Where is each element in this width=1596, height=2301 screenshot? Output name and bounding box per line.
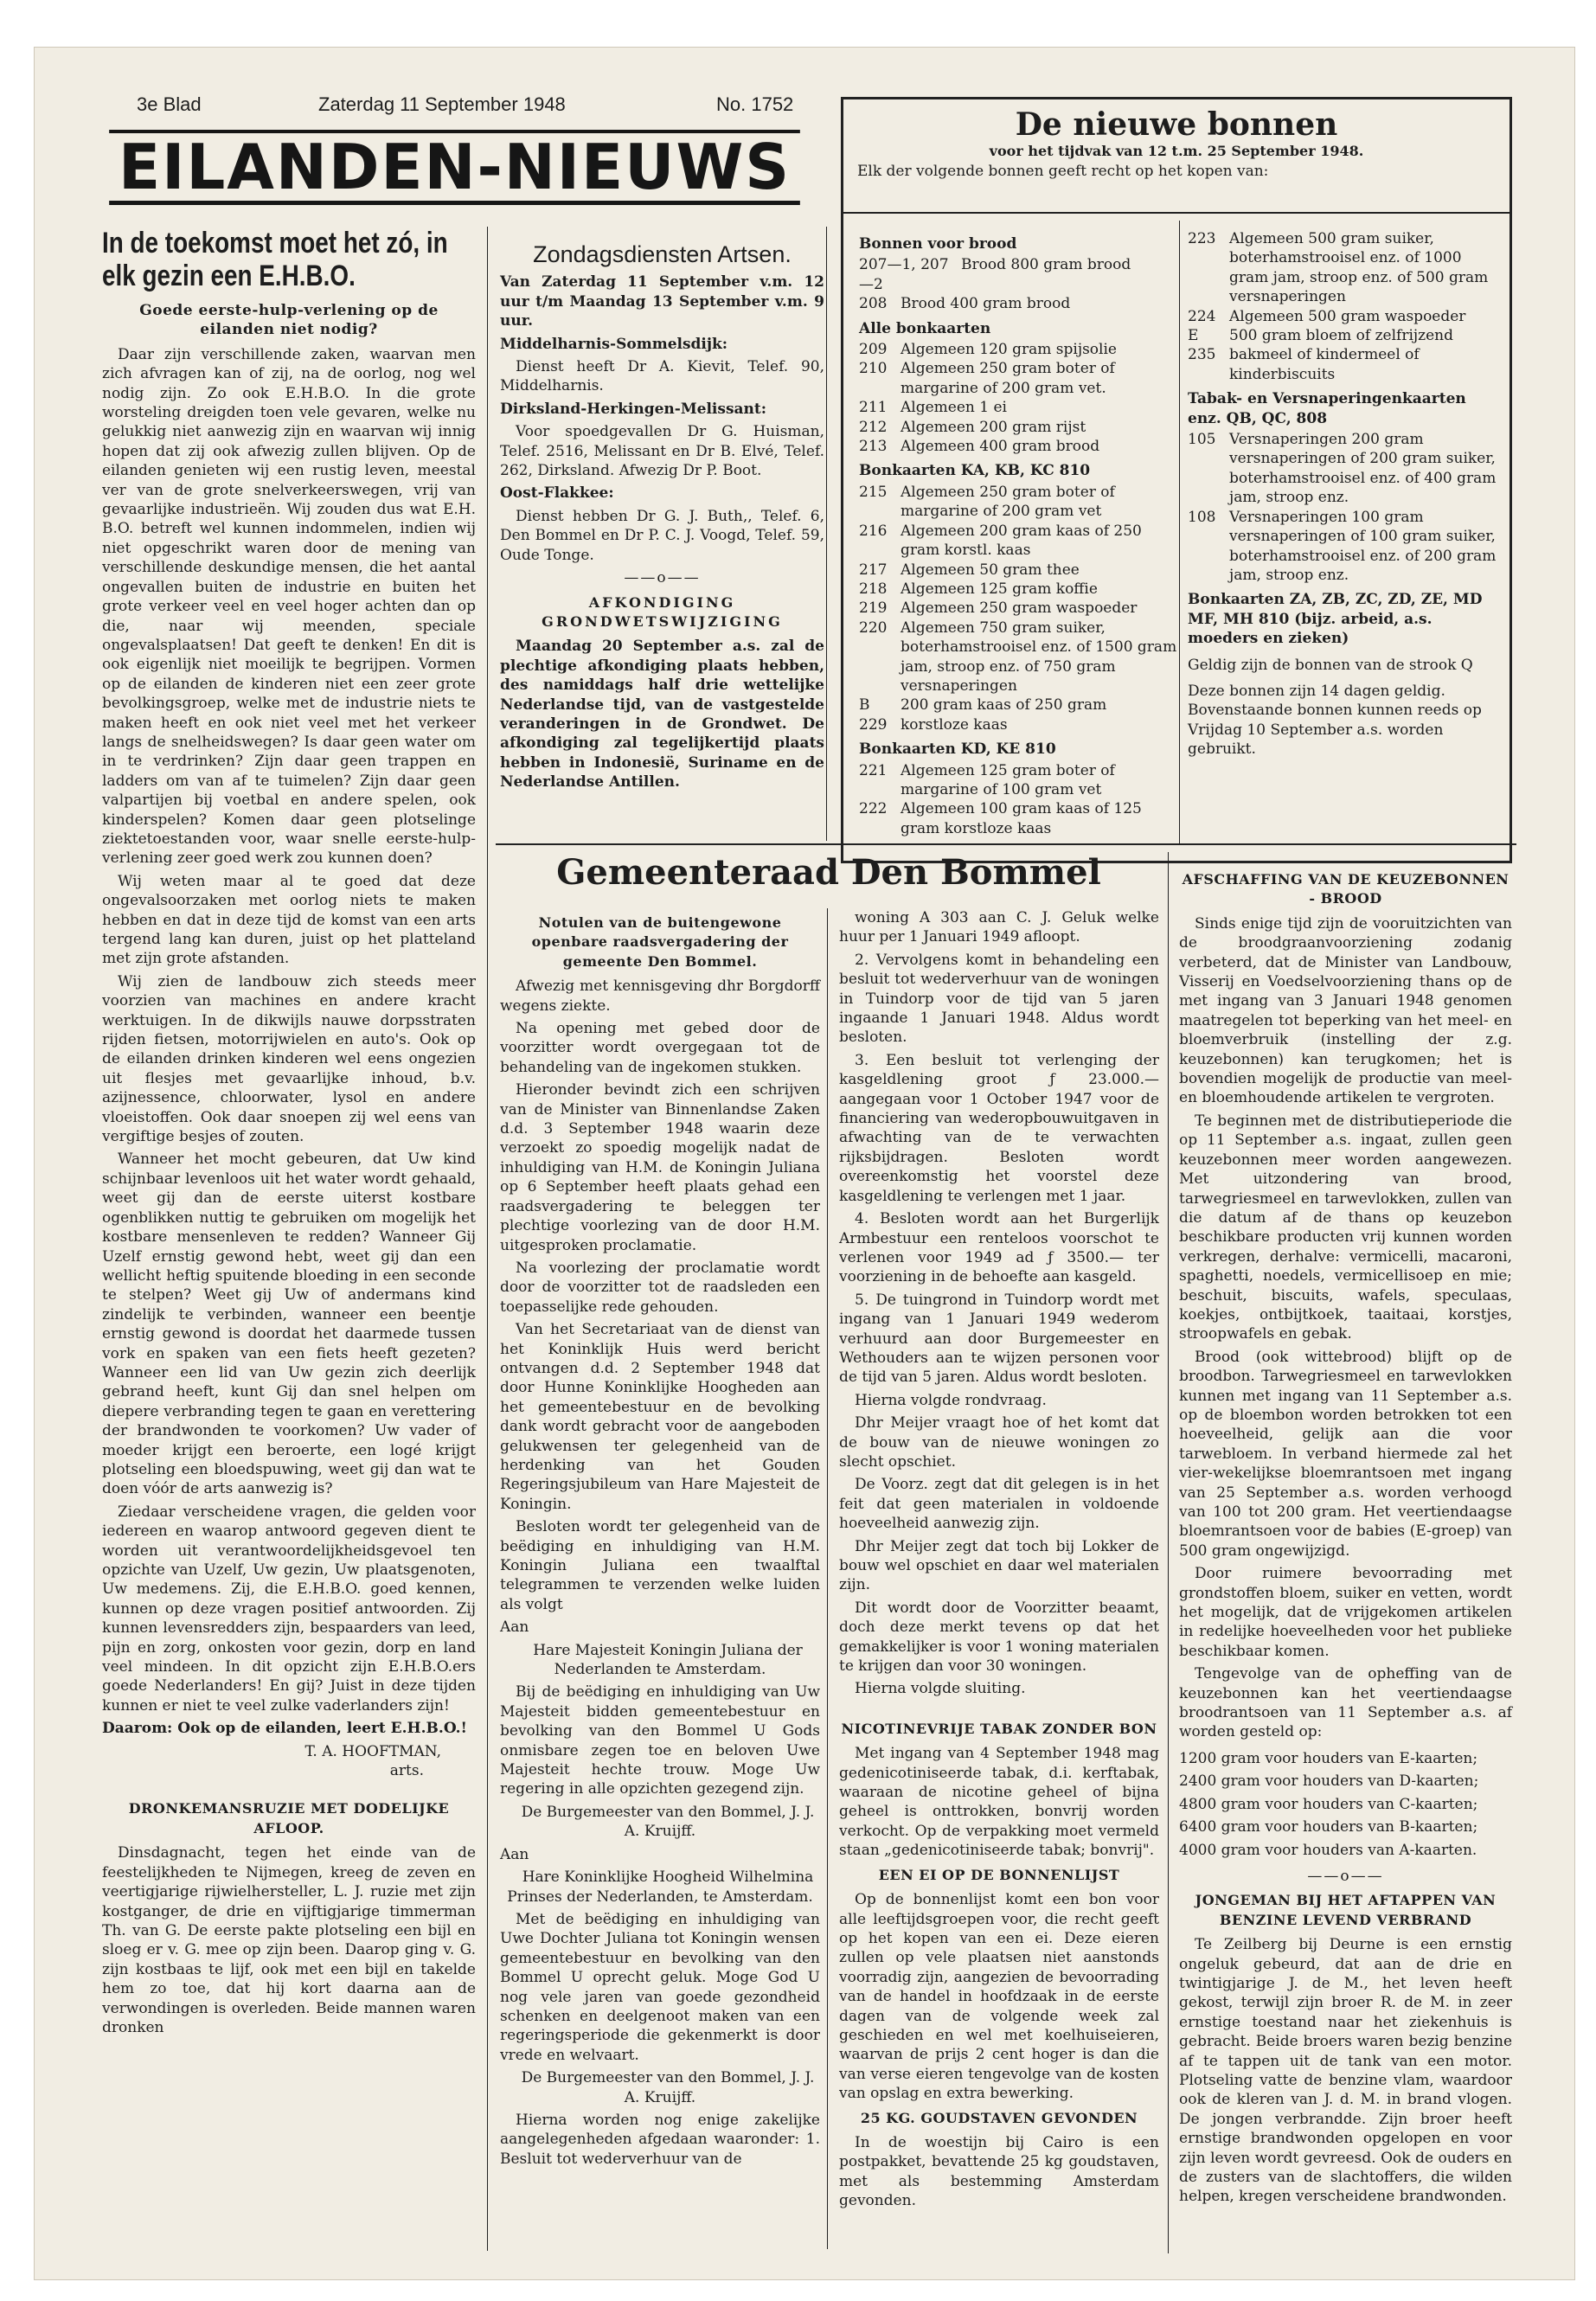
bon-description: Versnaperingen 100 gram versnaperingen of 100 gram suiker, boterhamstrooisel enz. of 200 gram jam, stroop enz.: [1229, 508, 1497, 584]
ration-line: 2400 gram voor houders van D-kaarten;: [1179, 1772, 1479, 1791]
bon-row: [1188, 229, 1499, 307]
bon-number: 211: [859, 399, 888, 417]
bon-number: 215: [859, 483, 888, 501]
artsen-text-1: Dienst heeft Dr A. Kievit, Telef. 90, Middelharnis.: [500, 358, 824, 395]
bon-number: 216: [859, 522, 888, 540]
ehbo-signature-role: arts.: [389, 1762, 424, 1780]
bon-row: [1188, 326, 1499, 384]
bon-row: [859, 799, 1179, 838]
bonnen-intro: Elk der volgende bonnen geeft recht op het kopen van:: [857, 163, 1269, 180]
bon-row: [859, 695, 1179, 734]
bon-group-heading: Alle bonkaarten: [859, 319, 991, 337]
bon-number: E 235: [1188, 327, 1216, 364]
bon-description: Algemeen 50 gram thee: [901, 561, 1080, 579]
keuzebonnen-title: AFSCHAFFING VAN DE KEUZEBONNEN - BROOD: [1182, 871, 1509, 907]
issue-date: Zaterdag 11 September 1948: [318, 93, 566, 115]
ei-title: EEN EI OP DE BONNENLIJST: [878, 1866, 1120, 1883]
artsen-loc-2: Dirksland-Herkingen-Melissant:: [500, 400, 767, 418]
bon-row: [859, 619, 1179, 696]
benzine-title: JONGEMAN BIJ HET AFTAPPEN VAN BENZINE LEVEND VERBRAND: [1195, 1892, 1497, 1928]
keuzebonnen-paragraph: Te beginnen met de distributieperiode die op 11 September a.s. ingaat, zullen geen keuzebonnen meer worden aangewezen. Met uitzondering van brood, tarwegriesmeel en tarwevlokken, zullen van die datum af de thans op keuzebon beschikbare producten vrij kunnen worden verkregen, derhalve: vermicelli, macaroni, spaghetti, noedels, vermicellisoep en mie; beschuit, biscuits, wafels, speculaas, koekjes, ontbijtkoek, taaitaai, korstjes, stroopwafels en gebak.: [1179, 1112, 1512, 1343]
bon-description: Algemeen 200 gram kaas of 250 gram korstl. kaas: [901, 522, 1142, 560]
bon-row: [859, 294, 1179, 313]
ehbo-closing: Daarom: Ook op de eilanden, leert E.H.B.O.!: [102, 1720, 468, 1738]
bon-description: Algemeen 750 gram suiker, boterhamstrooisel enz. of 1500 gram jam, stroop enz. of 750 gram versnaperingen: [901, 619, 1177, 695]
notulen-paragraph: Dhr Meijer zegt dat toch bij Lokker de bouw wel opschiet en daar wel materialen zijn.: [839, 1537, 1159, 1594]
bon-row: [859, 359, 1179, 398]
tel2-aan: Aan: [500, 1845, 529, 1863]
bon-description: Algemeen 250 gram waspoeder: [901, 599, 1138, 618]
notulen-paragraph: Hieronder bevindt zich een schrijven van de Minister van Binnenlandse Zaken d.d. 3 September 1948 waarin deze verzoekt zo spoedig mogelijk nadat de inhuldiging van H.M. de Koningin Juliana op 6 September heeft plaats gehad een raadsvergadering te beleggen ter plechtige voorlezing van de door H.M. uitgesproken proclamatie.: [500, 1081, 820, 1254]
bonnen-title: De nieuwe bonnen: [1015, 106, 1338, 143]
bon-number: 221: [859, 761, 888, 779]
bon-number: 222: [859, 800, 888, 818]
notulen-paragraph: 2. Vervolgens komt in behandeling een besluit tot wederverhuur van de woningen in Tuindorp voor de tijd van 5 jaren ingaande 1 Januari 1948. Aldus wordt besloten.: [839, 951, 1159, 1047]
gemeenteraad-tail: Hierna worden nog enige zakelijke aangelegenheden afgedaan waaronder: 1. Besluit tot wederverhuur van de: [500, 2111, 820, 2168]
goud-title: 25 KG. GOUDSTAVEN GEVONDEN: [860, 2109, 1138, 2126]
bon-group-heading: Bonkaarten ZA, ZB, ZC, ZD, ZE, MD MF, MH 810 (bijz. arbeid, a.s. moeders en zieken): [1188, 591, 1483, 648]
notulen-paragraph: Dit wordt door de Voorzitter beaamt, doch deze merkt tevens op dat het gemakkelijker is voor 1 woning materialen te krijgen dan voor 30 woningen.: [839, 1599, 1159, 1676]
bon-description: Algemeen 250 gram boter of margarine of 200 gram vet: [901, 483, 1115, 521]
bon-description: Algemeen 250 gram boter of margarine of 200 gram vet.: [901, 360, 1115, 397]
bon-row: [859, 761, 1179, 800]
notulen-paragraph: Hierna volgde rondvraag.: [855, 1391, 1047, 1409]
ehbo-paragraph: Wij weten maar al te goed dat deze ongevalsoorzaken met oorlog niets te maken hebben en dat in deze tijd de komst van een arts tergend lang kan duren, juist op het platteland met zijn grote afstanden.: [102, 872, 476, 968]
notulen-paragraph: 3. Een besluit tot verlenging der kasgeldlening groot ƒ 23.000.— aangegaan voor 1 October 1947 voor de financiering van wederopbouwuitgaven in afwachting van de te verwachten rijksbijdragen. Besloten wordt overeenkomstig het voorstel deze kasgeldlening te verlengen met 1 jaar.: [839, 1051, 1159, 1205]
bon-number: 220: [859, 619, 888, 637]
bon-group-heading: Tabak- en Versnaperingenkaarten enz. QB, QC, 808: [1188, 390, 1466, 427]
bon-description: Versnaperingen 200 gram versnaperingen of 200 gram suiker, boterhamstrooisel enz. of 400 gram jam, stroop enz.: [1229, 431, 1497, 507]
notulen-paragraph: Dhr Meijer vraagt hoe of het komt dat de bouw van de nieuwe woningen zo slecht opschiet.: [839, 1414, 1159, 1471]
bon-description: Brood 800 gram brood: [961, 256, 1131, 274]
bon-row: [859, 522, 1179, 561]
dronkemans-title: DRONKEMANSRUZIE MET DODELIJKE AFLOOP.: [128, 1800, 450, 1836]
column-ehbo: [102, 227, 476, 2041]
bon-description: Algemeen 500 gram waspoeder: [1229, 307, 1466, 325]
artsen-text-3: Dienst hebben Dr G. J. Buth,, Telef. 6, Den Bommel en Dr P. C. J. Voogd, Telef. 59, Oude Tonge.: [500, 507, 824, 564]
bon-description: Algemeen 200 gram rijst: [901, 418, 1086, 436]
keuzebonnen-paragraph: Tengevolge van de opheffing van de keuzebonnen kan het veertiendaagse broodrantsoen van 11 September a.s. af worden gesteld op:: [1179, 1665, 1512, 1741]
notulen-paragraph: Na opening met gebed door de voorzitter wordt overgegaan tot de behandeling van de ingekomen stukken.: [500, 1020, 820, 1076]
bon-description: Algemeen 125 gram boter of margarine of 100 gram vet: [901, 761, 1115, 798]
bon-description: Algemeen 125 gram koffie: [901, 580, 1098, 598]
bonnen-box: [841, 97, 1512, 863]
tel1-aan: Aan: [500, 1618, 529, 1637]
goud-body: In de woestijn bij Cairo is een postpakket, bevattende 25 kg goudstaven, met als bestemming Amsterdam gevonden.: [839, 2133, 1159, 2210]
bon-row: [859, 437, 1179, 456]
ration-line: 4000 gram voor houders van A-kaarten.: [1179, 1841, 1477, 1859]
bon-description: Algemeen 100 gram kaas of 125 gram korstloze kaas: [901, 800, 1142, 837]
afkondiging-title: AFKONDIGING GRONDWETSWIJZIGING: [542, 593, 783, 630]
gemeenteraad-title: Gemeenteraad Den Bommel: [556, 852, 1101, 893]
keuzebonnen-paragraph: Sinds enige tijd zijn de vooruitzichten van de broodgraanvoorziening zodanig verbeterd, dat de Minister van Landbouw, Visserij en Voedselvoorziening thans op de met ingang van 3 Januari 1948 genomen maatregelen tot beperking van het meel- en bloemverbruik (instelling der z.g. keuzebonnen) kan terugkomen; het is bovendien mogelijk de productie van meel- en bloemhoudende artikelen te vergroten.: [1179, 914, 1512, 1107]
ehbo-paragraph: Ziedaar verscheidene vragen, die gelden voor iedereen en waarop antwoord gegeven dient te worden uit verantwoordelijkheidsgevoel ten opzichte van Uzelf, Uw gezin, Uw plaatsgenoten, Uw medemens. Zij, die E.H.B.O. goed kennen, kunnen op deze vragen positief antwoorden. Zij kunnen levensredders zijn, bespaarders van leed, pijn en zorg, onkosten voor gezin, dorp en land veel mindeen. In dit opzicht zijn E.H.B.O.ers goede Nederlanders! En gij? Juist in deze tijden kunnen er niet te veel zulke vaderlanders zijn!: [102, 1503, 476, 1715]
bon-group-heading: Bonkaarten KA, KB, KC 810: [859, 462, 1091, 480]
bon-description: Algemeen 400 gram brood: [901, 438, 1100, 456]
bon-description: 200 gram kaas of 250 gram korstloze kaas: [901, 696, 1107, 734]
notulen-paragraph: Van het Secretariaat van de dienst van het Koninklijk Huis werd bericht ontvangen d.d. 2 September 1948 dat door Hunne Koninklijke Hoogheden aan het gemeentebestuur en de bevolking dank wordt gebracht voor de aangeboden gelukwensen ter gelegenheid van de herdenking van het Gouden Regeringsjubileum van Hare Majesteit de Koningin.: [500, 1321, 820, 1513]
ehbo-body: [102, 345, 476, 1715]
tel2-address: Hare Koninklijke Hoogheid Wilhelmina Prinses der Nederlanden, te Amsterdam.: [507, 1868, 814, 1906]
bon-number: 223: [1188, 230, 1216, 247]
bon-description: Algemeen 1 ei: [901, 399, 1007, 417]
bon-note: Deze bonnen zijn 14 dagen geldig. Bovenstaande bonnen kunnen reeds op Vrijdag 10 September a.s. worden gebruikt.: [1188, 682, 1482, 759]
bon-row: [1188, 307, 1499, 326]
artsen-text-2: Voor spoedgevallen Dr G. Huisman, Telef. 2516, Melissant en Dr B. Elvé, Telef. 262, Dirksland. Afwezig Dr P. Boot.: [500, 423, 824, 480]
ehbo-paragraph: Daar zijn verschillende zaken, waarvan men zich afvragen kan of zij, na de oorlog, nog wel nodig zijn. Zo ook E.H.B.O. In die grote worsteling dreigden toen vele gevaren, welke nu gelukkig niet aanwezig zijn en waarvan wij innig hopen dat zij ook afwezig zullen blijven. Op de eilanden genieten wij een rustig leven, meestal ver van de grote snelverkeerswegen, vrij van gevaarlijke industrieën. Wij zouden dus wat E.H. B.O. betreft wel kunnen indommelen, indien wij niet opgeschrikt waren door de mening van verschillende deskundige mensen, die het aantal ongevallen buiten de industrie en buiten het grote verkeer veel en veel hoger achten dan op die, naar wij meenden, speciale ongevalsplaatsen! Dat geeft te denken! En dit is ook eigenlijk niet moeilijk te begrijpen. Vormen op de eilanden de kinderen niet een zeer grote bevolkingsgroep, welke met de industrie niets te maken heeft en ook niet veel met het verkeer langs de snelheidswegen? Is daar geen water om in te verdrinken? Zijn daar geen trappen en ladders om van af te tuimelen? Zijn daar geen valpartijen bij voetbal en andere spelen, ook kinderspelen? Komen daar geen plotselinge ziektetoestanden voor, waar snelle eerste-hulp-verlening zeer goed werk zou kunnen doen?: [102, 345, 476, 868]
keuzebonnen-paragraph: Door ruimere bevoorrading met grondstoffen bloem, suiker en vetten, wordt het mogelijk, dat de vrijgekomen artikelen in redelijke hoeveelheden voor het publieke beschikbaar komen.: [1179, 1565, 1512, 1660]
masthead: EILANDEN-NIEUWS: [109, 130, 800, 205]
issue-number: No. 1752: [716, 93, 794, 115]
bon-row: [859, 580, 1179, 599]
nicotine-body: Met ingang van 4 September 1948 mag gedenicotiniseerde tabak, d.i. kerftabak, waaraan de nicotine geheel of bijna geheel is onttrokken, bonvrij worden verkocht. Op de verpakking moet vermeld staan „gedenicotiniseerde tabak; bonvrij".: [839, 1745, 1159, 1860]
bon-row: [1188, 508, 1499, 586]
ehbo-signature-name: T. A. HOOFTMAN,: [304, 1742, 441, 1760]
bon-number: 213: [859, 438, 888, 456]
notulen-paragraph: 4. Besloten wordt aan het Burgerlijk Armbestuur een renteloos voorschot te verlenen voor 1949 ad ƒ 3500.— ter voorziening in de behoefte aan kasgeld.: [839, 1210, 1159, 1286]
bon-group-heading: Bonnen voor brood: [859, 235, 1017, 253]
gemeenteraad-subtitle: Notulen van de buitengewone openbare raadsvergadering der gemeente Den Bommel.: [531, 914, 789, 970]
bon-note: Geldig zijn de bonnen van de strook Q: [1188, 656, 1473, 674]
column-keuzebonnen: [1179, 865, 1512, 2210]
tel1-sign: De Burgemeester van den Bommel, J. J. A. Kruijff.: [521, 1803, 815, 1841]
gemeenteraad-right: [839, 908, 1159, 2214]
bonnen-right-list: [1188, 229, 1499, 766]
bon-row: [859, 599, 1179, 618]
bon-description: Brood 400 gram brood: [901, 295, 1071, 313]
bon-number: 108: [1188, 508, 1216, 526]
bon-row: [859, 483, 1179, 522]
bon-number: 209: [859, 341, 888, 359]
notulen-paragraph: woning A 303 aan C. J. Geluk welke huur per 1 Januari 1949 afloopt.: [839, 909, 1159, 946]
bonnen-subtitle: voor het tijdvak van 12 t.m. 25 September 1948.: [989, 143, 1364, 159]
gemeenteraad-left: [500, 908, 820, 2172]
bon-number: 105: [1188, 431, 1216, 449]
bon-number: B 229: [859, 696, 888, 734]
tel1-address: Hare Majesteit Koningin Juliana der Nederlanden te Amsterdam.: [533, 1641, 803, 1679]
bon-number: 217: [859, 561, 888, 579]
bon-number: 207—1, 207—2: [859, 256, 949, 293]
notulen-paragraph: Afwezig met kennisgeving dhr Borgdorff wegens ziekte.: [500, 977, 820, 1015]
bon-number: 208: [859, 295, 888, 313]
notulen-paragraph: Besloten wordt ter gelegenheid van de beëdiging en inhuldiging van H.M. Koningin Juliana een twaalftal telegrammen te verzenden welke luiden als volgt: [500, 1518, 820, 1613]
bon-row: [1188, 430, 1499, 508]
artsen-loc-1: Middelharnis-Sommelsdijk:: [500, 335, 728, 353]
notulen-paragraph: Na voorlezing der proclamatie wordt door de voorzitter tot de raadsleden een toepasselijke rede gehouden.: [500, 1259, 820, 1316]
tel1-body: Bij de beëdiging en inhuldiging van Uw Majesteit bidden gemeentebestuur en bevolking van den Bommel U Gods onmisbare zegen toe en beloven Uwe Majesteit hechte trouw. Moge Uw regering in alle opzichten gezegend zijn.: [500, 1683, 820, 1798]
ehbo-paragraph: Wanneer het mocht gebeuren, dat Uw kind schijnbaar levenloos uit het water wordt gehaald, weet gij dan de eerste uiterst kostbare ogenblikken nuttig te gebruiken om mogelijk het kostbare mensenleven te redden? Wanneer Gij Uzelf ernstig gewond hebt, weet gij dan een wellicht heftig spuitende bloeding in een seconde te stelpen? Weet gij Uw of andermans kind zindelijk te verbinden, wanneer een beentje ernstig gewond is doordat het daarmede tussen vork en spaken van een fiets heeft gezeten? Wanneer een lid van Uw gezin zich deerlijk gebrand heeft, kunt Gij dan snel helpen om diepere verbranding tegen te gaan en verettering der brandwonden te voorkomen? Uw vader of moeder krijgt een beroerte, een logé krijgt plotseling een bloedspuwing, weet gij dan wat te doen vóór de arts aanwezig is?: [102, 1150, 476, 1498]
bon-number: 212: [859, 418, 888, 436]
notulen-paragraph: 5. De tuingrond in Tuindorp wordt met ingang van 1 Januari 1949 wederom verhuurd aan door Burgemeester en Wethouders aan te wijzen personen voor de tijd van 5 jaren. Aldus wordt besloten.: [839, 1291, 1159, 1387]
bon-row: [859, 418, 1179, 437]
ehbo-paragraph: Wij zien de landbouw zich steeds meer voorzien van machines en andere kracht werktuigen. In de dikwijls nauwe dorpsstraten rijden fietsen, motorrijwielen en auto's. Ook op de eilanden drinken kinderen wel eens ongezien uit flesjes met gevaarlijke inhoud, b.v. azijnessence, chloorwater, lysol en andere vloeistoffen. Ook daar snoepen zij wel eens van vergiftige besjes of zouten.: [102, 972, 476, 1146]
ration-line: 6400 gram voor houders van B-kaarten;: [1179, 1818, 1478, 1836]
notulen-paragraph: De Voorz. zegt dat dit gelegen is in het feit dat geen materialen in voldoende hoeveelheid aanwezig zijn.: [839, 1476, 1159, 1533]
bon-group-heading: Bonkaarten KD, KE 810: [859, 740, 1056, 759]
ehbo-subheading: Goede eerste-hulp-verlening op de eilanden niet nodig?: [139, 302, 439, 339]
bon-row: [859, 398, 1179, 417]
divider: ——o——: [624, 569, 701, 587]
bon-row: [859, 561, 1179, 580]
bon-description: Algemeen 120 gram spijsolie: [901, 341, 1117, 359]
ei-body: Op de bonnenlijst komt een bon voor alle leeftijdsgroepen voor, die recht geeft op het kopen van een ei. Deze eieren zullen op vele plaatsen niet aanstonds voorradig zijn, aangezien de bevoorrading van de handel in hoofdzaak in de eerste dagen van de volgende week zal geschieden en wel met koelhuiseieren, waarvan de prijs 2 cent hoger is dan die van verse eieren tengevolge van de kosten van opslag en extra bewerking.: [839, 1891, 1159, 2103]
bon-row: [859, 255, 1179, 294]
tel2-sign: De Burgemeester van den Bommel, J. J. A. Kruijff.: [521, 2069, 815, 2106]
bon-description: 500 gram bloem of zelfrijzend bakmeel of kindermeel of kinderbiscuits: [1229, 327, 1454, 383]
bonnen-left-list: [859, 229, 1179, 838]
bon-number: 218: [859, 580, 888, 598]
column-artsen: [500, 238, 824, 796]
divider: ——o——: [1307, 1867, 1384, 1885]
bon-number: 210: [859, 360, 888, 378]
keuzebonnen-paragraph: Brood (ook wittebrood) blijft op de broodbon. Tarwegriesmeel en tarwevlokken kunnen met ingang van 11 September a.s. op de bloembon worden betrokken tot een hoeveelheid, gelijk aan die voor tarwebloem. In verband hiermede zal het vier-wekelijkse bloemrantsoen met ingang van 25 September a.s. worden verhoogd van 100 tot 200 gram. Het veertiendaagse bloemrantsoen voor de babies (E-groep) van 500 gram ongewijzigd.: [1179, 1348, 1512, 1560]
ehbo-headline: In de toekomst moet het zó, in elk gezin een E.H.B.O.: [102, 227, 448, 292]
bon-number: 224: [1188, 307, 1216, 325]
notulen-paragraph: Hierna volgde sluiting.: [855, 1680, 1026, 1698]
bon-description: Algemeen 500 gram suiker, boterhamstrooisel enz. of 1000 gram jam, stroop enz. of 500 gram versnaperingen: [1229, 230, 1489, 306]
dronkemans-body: Dinsdagnacht, tegen het einde van de feestelijkheden te Nijmegen, kreeg de zeven en veertigjarige rijwielhersteller, L. J. ruzie met zijn kostganger, de drie en vijftigjarige timmerman Th. van G. De eerste pakte plotseling een bijl en sloeg er v. G. mee op zijn been. Daarop ging v. G. zijn kostbaas te lijf, ook met een bijl en takelde hem zo toe, dat hij kort daarna aan de verwondingen is overleden. Beide mannen waren dronken: [102, 1844, 476, 2036]
bon-row: [859, 340, 1179, 359]
bon-number: 219: [859, 599, 888, 618]
tel2-body: Met de beëdiging en inhuldiging van Uwe Dochter Juliana tot Koningin wensen gemeentebestuur en bevolking van den Bommel U oprecht geluk. Moge God U nog vele jaren van goede gezondheid schenken en deelgenoot maken van een regeringsperiode die gekenmerkt is door vrede en welvaart.: [500, 1910, 820, 2064]
ration-line: 4800 gram voor houders van C-kaarten;: [1179, 1795, 1478, 1813]
benzine-body: Te Zeilberg bij Deurne is een ernstig ongeluk gebeurd, dat aan de drie en twintigjarige J. de M., het leven heeft gekost, terwijl zijn broer R. de M. in zeer ernstige toestand naar het ziekenhuis is gebracht. Beide broers waren bezig benzine af te tappen uit de tank van een motor. Plotseling vatte de benzine vlam, waardoor ook de kleren van J. d. M. in brand vlogen. De jongen verbrandde. Zijn broer heeft ernstige brandwonden opgelopen en voor zijn leven wordt gevreesd. Ook de ouders en de zusters van de slachtoffers, die wilden helpen, kregen verscheidene brandwonden.: [1179, 1936, 1512, 2206]
artsen-title: Zondagsdiensten Artsen.: [533, 241, 792, 267]
nicotine-title: NICOTINEVRIJE TABAK ZONDER BON: [841, 1720, 1157, 1737]
artsen-period: Van Zaterdag 11 September v.m. 12 uur t/m Maandag 13 September v.m. 9 uur.: [500, 273, 824, 330]
artsen-loc-3: Oost-Flakkee:: [500, 484, 614, 503]
afkondiging-body: Maandag 20 September a.s. zal de plechtige afkondiging plaats hebben, des namiddags half drie wettelijke Nederlandse tijd, van de vastgestelde veranderingen in de Grondwet. De afkondiging zal tegelijkertijd plaats hebben in Indonesië, Suriname en de Nederlandse Antillen.: [500, 638, 824, 792]
ration-line: 1200 gram voor houders van E-kaarten;: [1179, 1749, 1478, 1767]
page-number: 3e Blad: [137, 93, 202, 115]
